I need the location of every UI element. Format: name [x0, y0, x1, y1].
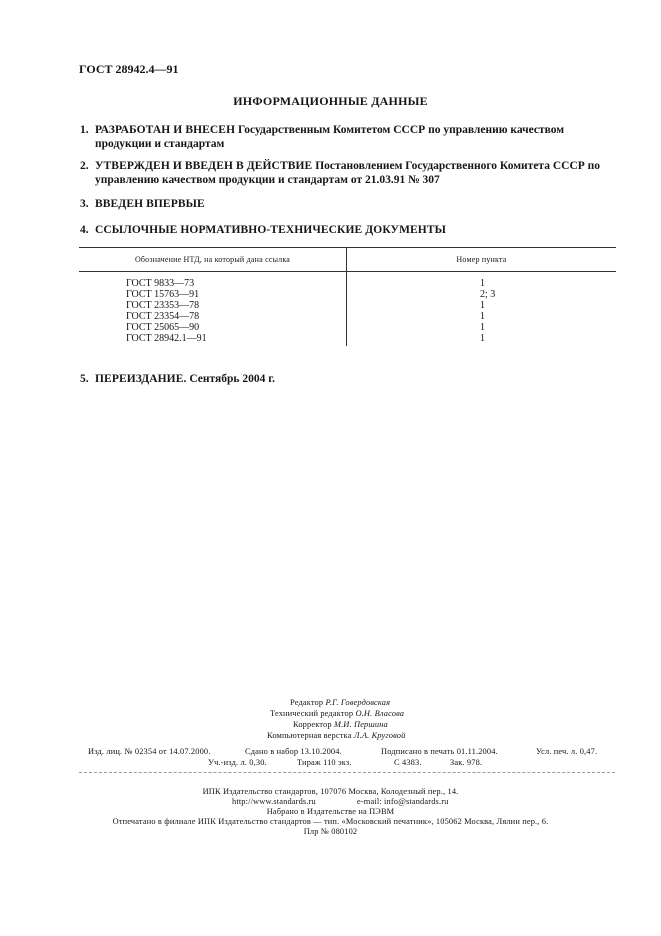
info-item-5 — [80, 372, 620, 386]
license-info: Изд. лиц. № 02354 от 14.07.2000. — [88, 747, 211, 756]
credit-line — [290, 698, 390, 707]
table-cell-ntd: ГОСТ 28942.1—91 — [126, 333, 207, 344]
credit-name: М.И. Першина — [333, 720, 388, 729]
info-item-1 — [80, 123, 620, 151]
credit-line — [267, 731, 405, 740]
credit-role: Технический редактор — [270, 709, 354, 718]
credit-line — [293, 720, 388, 729]
table-cell-clause: 1 — [480, 278, 485, 289]
table-cell-ntd: ГОСТ 23353—78 — [126, 300, 200, 311]
item-number: 5. — [80, 373, 89, 385]
credit-role: Компьютерная верстка — [267, 731, 352, 740]
table-cell-clause: 1 — [480, 322, 485, 333]
item-number: 2. — [80, 160, 89, 172]
item-number: 1. — [80, 124, 89, 136]
table-cell-clause: 2; 3 — [480, 289, 496, 300]
info-item-2 — [80, 159, 620, 187]
credit-role: Редактор — [290, 698, 324, 707]
item-heading: РАЗРАБОТАН И ВНЕСЕН — [95, 124, 236, 136]
publisher-address: ИПК Издательство стандартов, 107076 Москва, Колодезный пер., 14. — [202, 787, 459, 796]
credit-role: Корректор — [293, 720, 332, 729]
table-cell-clause: 1 — [480, 300, 485, 311]
table-cell-ntd: ГОСТ 25065—90 — [126, 322, 200, 333]
info-item-4 — [80, 223, 620, 237]
document-code: ГОСТ 28942.4—91 — [79, 62, 179, 76]
table-cell-clause: 1 — [480, 333, 485, 344]
table-header-ntd: Обозначение НТД, на который дана ссылка — [134, 255, 291, 264]
print-run: Тираж 110 экз. — [297, 758, 352, 767]
item-text: Государственным Комитетом СССР по управлению качеством продукции и стандартам — [95, 124, 565, 150]
publisher-website: http://www.standards.ru — [232, 797, 316, 806]
item-text: Сентябрь 2004 г. — [186, 373, 276, 385]
printed-sheets: Усл. печ. л. 0,47. — [536, 747, 598, 756]
item-number: 4. — [80, 224, 89, 236]
sent-to-typesetting: Сдано в набор 13.10.2004. — [245, 747, 342, 756]
section-title: ИНФОРМАЦИОННЫЕ ДАННЫЕ — [233, 94, 428, 108]
table-header-rule — [79, 271, 616, 272]
credit-name: О.Н. Власова — [355, 709, 405, 718]
license-number: Плр № 080102 — [303, 827, 358, 836]
item-heading: УТВЕРЖДЕН И ВВЕДЕН В ДЕЙСТВИЕ — [95, 160, 313, 172]
table-top-rule — [79, 247, 616, 248]
credit-name: Р.Г. Говердовская — [325, 698, 391, 707]
item-number: 3. — [80, 198, 89, 210]
info-item-3 — [80, 197, 620, 211]
table-cell-ntd: ГОСТ 23354—78 — [126, 311, 200, 322]
credit-name: Л.А. Круговой — [353, 731, 406, 740]
separator-line — [79, 772, 615, 773]
table-cell-ntd: ГОСТ 15763—91 — [126, 289, 200, 300]
credit-line — [270, 709, 404, 718]
table-header-clause: Номер пункта — [456, 255, 507, 264]
publisher-email: e-mail: info@standards.ru — [357, 797, 449, 806]
edu-sheets: Уч.-изд. л. 0,30. — [208, 758, 267, 767]
item-heading: ВВЕДЕН ВПЕРВЫЕ — [95, 198, 205, 210]
table-cell-clause: 1 — [480, 311, 485, 322]
order-code-c: С 4383. — [394, 758, 422, 767]
table-cell-ntd: ГОСТ 9833—73 — [126, 278, 195, 289]
typeset-note: Набрано в Издательстве на ПЭВМ — [266, 807, 395, 816]
printing-house: Отпечатано в филиале ИПК Издательство стандартов — тип. «Московский печатник», 105062 Москва, Лялин пер., 6. — [112, 817, 549, 826]
signed-for-print: Подписано в печать 01.11.2004. — [381, 747, 498, 756]
item-text: Постановлением Государственного Комитета СССР по управлению качеством продукции и стандартам от 21.03.91 № 307 — [95, 160, 601, 186]
order-number: Зак. 978. — [450, 758, 483, 767]
item-heading: ССЫЛОЧНЫЕ НОРМАТИВНО-ТЕХНИЧЕСКИЕ ДОКУМЕНТЫ — [95, 224, 447, 236]
item-heading: ПЕРЕИЗДАНИЕ. — [95, 373, 187, 385]
